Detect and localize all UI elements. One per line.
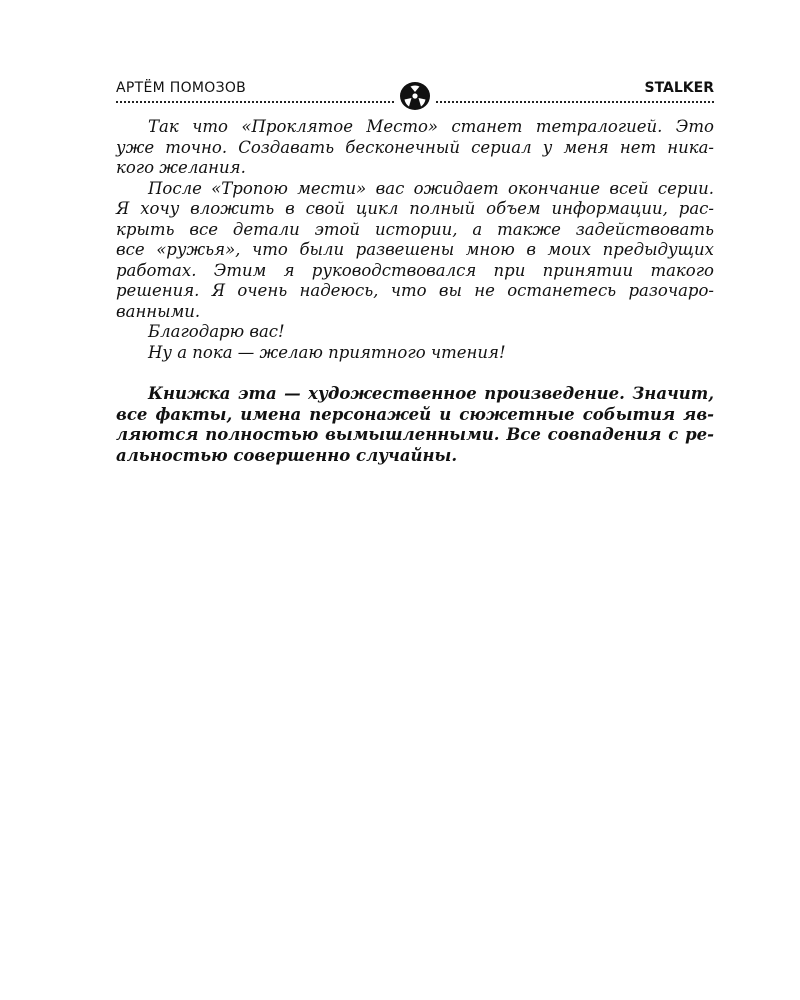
paragraph-gap xyxy=(116,363,714,384)
header-dotted-rule-left xyxy=(116,101,394,103)
paragraph-thanks xyxy=(116,322,714,343)
radiation-icon xyxy=(399,81,431,111)
disclaimer-line: все факты, имена персонажей и сюжетные события яв- xyxy=(116,404,714,424)
text-line: уже точно. Создавать бесконечный сериал у меня нет ника- xyxy=(116,137,714,157)
text-line: После «Тропою мести» вас ожидает окончание всей серии. xyxy=(148,178,714,198)
header-series: STALKER xyxy=(644,80,714,96)
text-line: решения. Я очень надеюсь, что вы не останетесь разочаро- xyxy=(116,281,714,300)
disclaimer-line: Книжка эта — художественное произведение. Значит, xyxy=(148,384,714,403)
disclaimer-line: ляются полностью вымышленными. Все совпадения с ре- xyxy=(116,425,714,444)
text-line: все «ружья», что были развешены мною в моих предыдущих xyxy=(116,240,714,259)
main-text xyxy=(116,117,714,466)
header-author: АРТЁМ ПОМОЗОВ xyxy=(116,80,247,96)
paragraph-tetralogy xyxy=(116,117,714,179)
disclaimer xyxy=(116,384,714,466)
paragraph-enjoy-reading xyxy=(116,343,714,364)
text-line: Так что «Проклятое Место» станет тетралогией. Это xyxy=(148,117,714,136)
text-line: крыть все детали этой истории, а также задействовать xyxy=(116,219,714,239)
header-dotted-rule-right xyxy=(436,101,714,103)
text-line: Ну а пока — желаю приятного чтения! xyxy=(148,342,506,362)
paragraph-series-ending xyxy=(116,179,714,323)
text-line: ванными. xyxy=(116,301,201,321)
running-header xyxy=(116,80,714,110)
disclaimer-line: альностью совершенно случайны. xyxy=(116,445,458,465)
text-line: Я хочу вложить в свой цикл полный объем информации, рас- xyxy=(116,199,714,218)
text-line: работах. Этим я руководствовался при принятии такого xyxy=(116,260,714,280)
text-line: кого желания. xyxy=(116,158,246,177)
text-line: Благодарю вас! xyxy=(148,322,285,341)
